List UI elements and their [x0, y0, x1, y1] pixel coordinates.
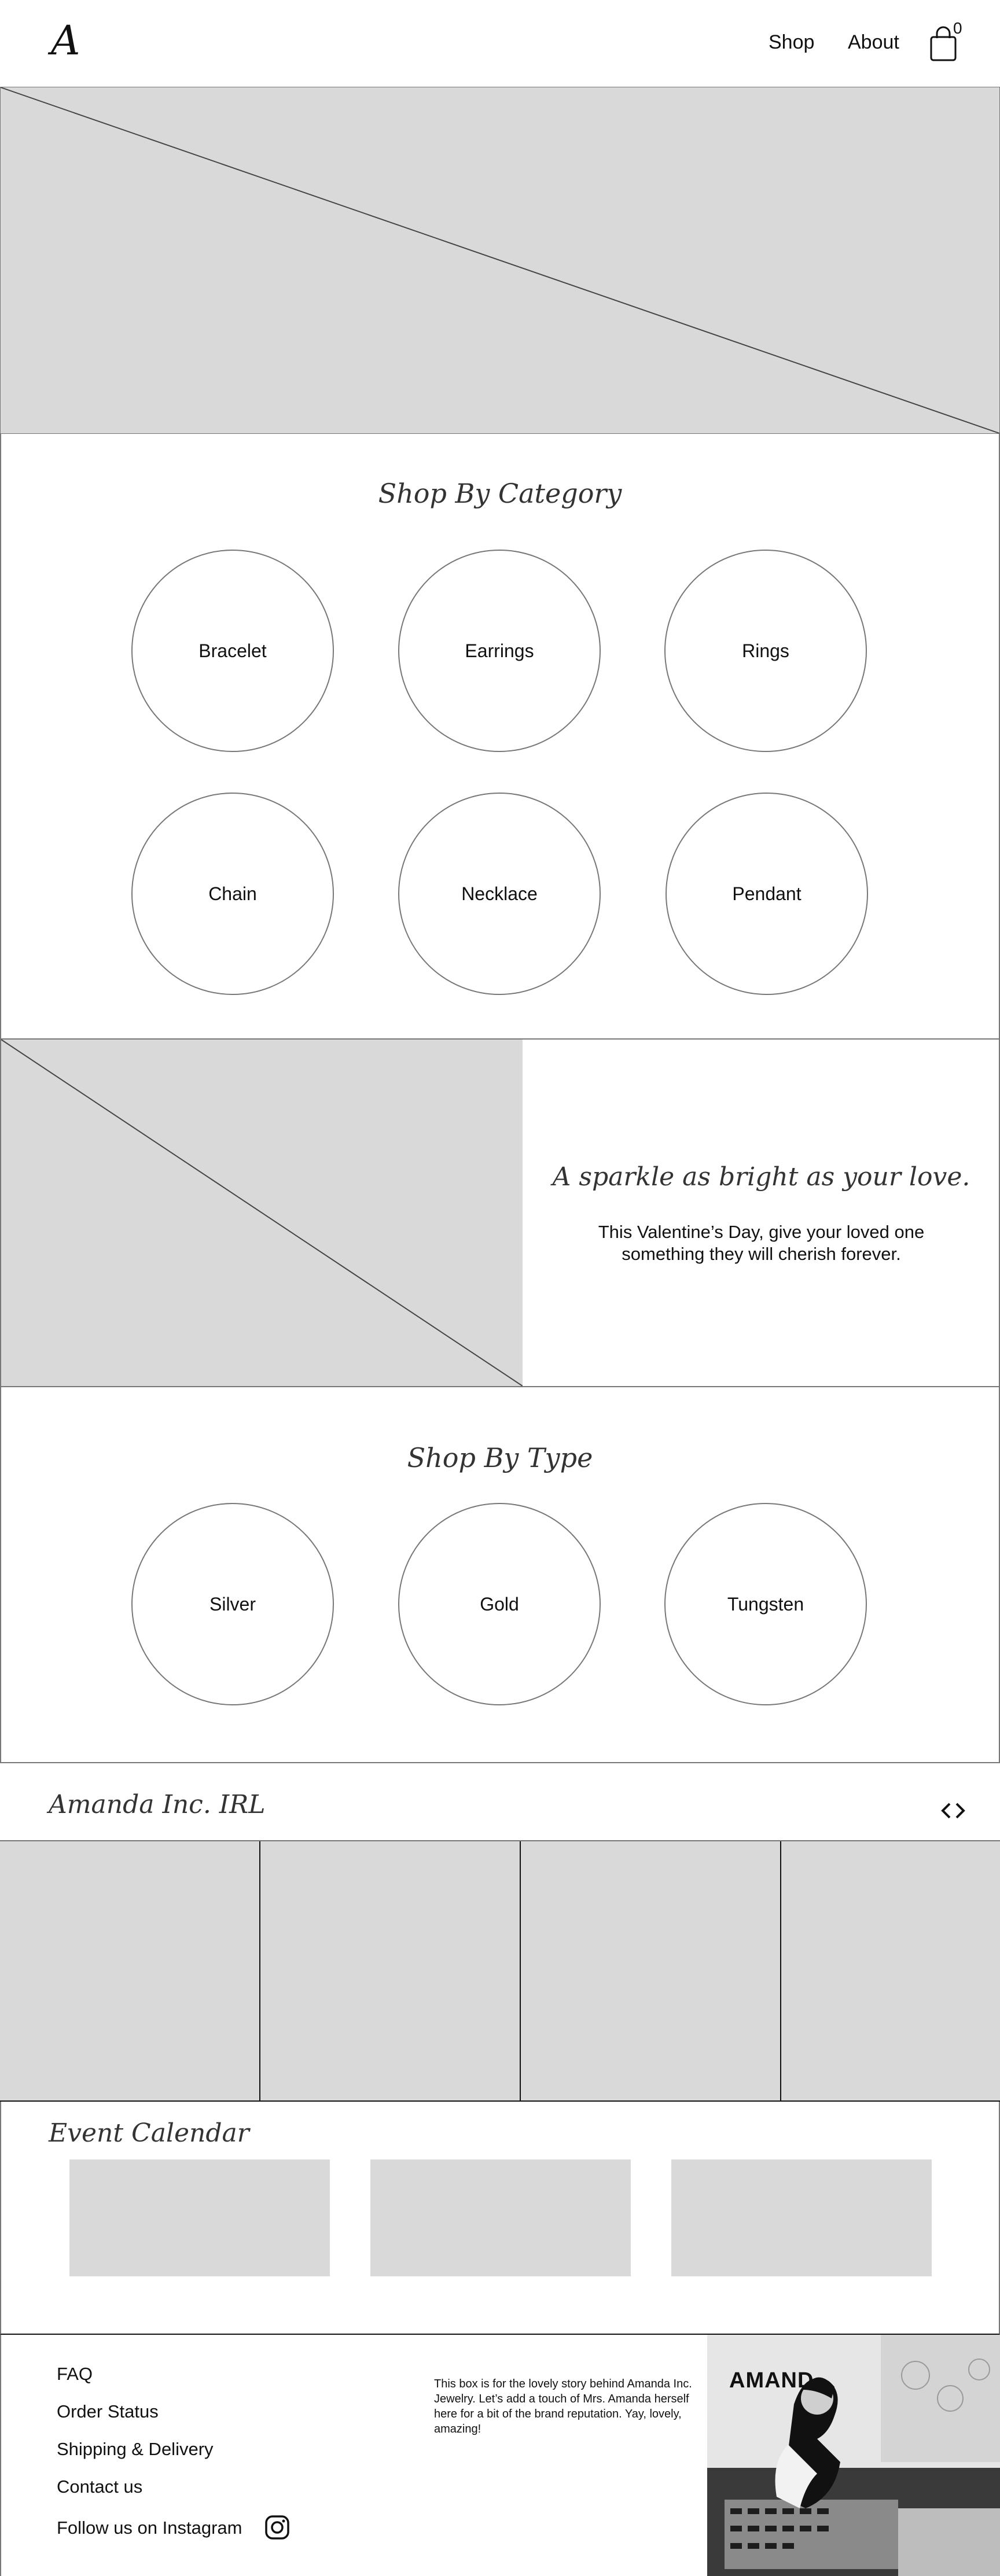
category-bracelet[interactable]: Bracelet: [131, 550, 334, 752]
irl-section-title: Amanda Inc. IRL: [49, 1790, 266, 1819]
nav-about-link[interactable]: About: [848, 31, 899, 53]
event-card-1[interactable]: [69, 2159, 330, 2276]
type-tungsten[interactable]: Tungsten: [664, 1503, 867, 1705]
cart-button[interactable]: [929, 20, 969, 66]
brand-story-text: This box is for the lovely story behind Amanda Inc. Jewelry. Let’s add a touch of Mrs. Amanda herself here for a bit of the brand reputation. Yay, lovely, amazing!: [434, 2378, 692, 2435]
footer-order-status-link[interactable]: Order Status: [57, 2401, 159, 2422]
footer-contact-link[interactable]: Contact us: [57, 2477, 143, 2497]
promo-body-text: This Valentine’s Day, give your loved one something they will cherish forever.: [598, 1222, 925, 1264]
irl-photo-3[interactable]: [521, 1841, 781, 2100]
category-chain[interactable]: Chain: [131, 793, 334, 995]
event-card-2[interactable]: [370, 2159, 631, 2276]
nav-shop-link[interactable]: Shop: [769, 31, 815, 53]
category-necklace[interactable]: Necklace: [398, 793, 601, 995]
carousel-arrows[interactable]: [940, 1800, 966, 1825]
category-rings[interactable]: Rings: [664, 550, 867, 752]
chevron-left-right-icon: [940, 1800, 966, 1821]
irl-photo-4[interactable]: [781, 1841, 1000, 2100]
promo-image-placeholder: [0, 1038, 523, 1387]
footer-instagram-link[interactable]: Follow us on Instagram: [57, 2518, 242, 2538]
category-earrings[interactable]: Earrings: [398, 550, 601, 752]
promo-headline: A sparkle as bright as your love.: [552, 1162, 970, 1192]
shop-by-type-title: Shop By Type: [407, 1442, 593, 1473]
irl-photo-1[interactable]: [0, 1841, 260, 2100]
instagram-icon[interactable]: [264, 2515, 290, 2540]
type-silver[interactable]: Silver: [131, 1503, 334, 1705]
photo-sign-text: AMAND: [729, 2368, 814, 2393]
footer-shipping-link[interactable]: Shipping & Delivery: [57, 2439, 214, 2459]
footer-faq-link[interactable]: FAQ: [57, 2364, 93, 2384]
irl-photo-2[interactable]: [260, 1841, 521, 2100]
shop-by-category-title: Shop By Category: [378, 478, 622, 509]
category-pendant[interactable]: Pendant: [666, 793, 868, 995]
founder-photo: [707, 2335, 1000, 2576]
event-card-3[interactable]: [671, 2159, 932, 2276]
brand-logo[interactable]: A: [51, 17, 80, 64]
cart-count-badge: 0: [953, 19, 962, 37]
event-calendar-title: Event Calendar: [49, 2118, 249, 2148]
type-gold[interactable]: Gold: [398, 1503, 601, 1705]
hero-image-placeholder: [0, 87, 1000, 434]
site-header: [0, 0, 1000, 87]
